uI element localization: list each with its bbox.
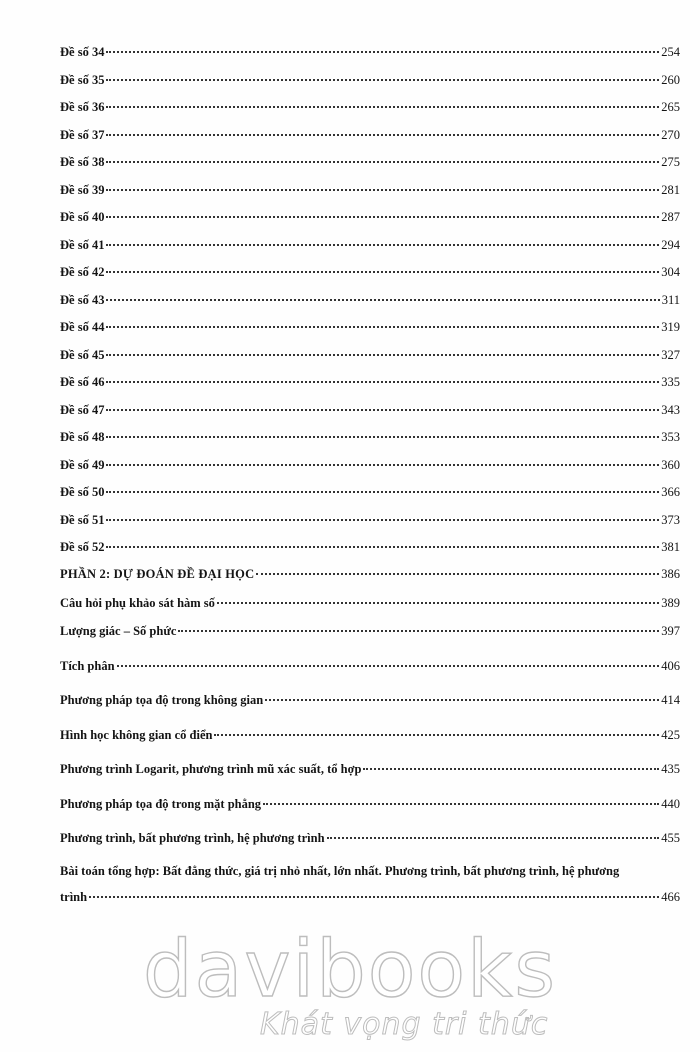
toc-entry-label: Đề số 44 xyxy=(60,320,105,334)
toc-topic-page: 425 xyxy=(661,728,680,742)
toc-entry xyxy=(60,292,680,308)
toc-entry-label: Đề số 51 xyxy=(60,513,105,527)
toc-topic-label: Câu hỏi phụ khảo sát hàm số xyxy=(60,596,215,610)
toc-entry xyxy=(60,429,680,445)
toc-entry-label: Đề số 41 xyxy=(60,238,105,252)
toc-section-label: PHẦN 2: DỰ ĐOÁN ĐỀ ĐẠI HỌC xyxy=(60,567,255,581)
leader-dots xyxy=(106,546,659,548)
toc-topic xyxy=(60,830,680,846)
toc-entry-page: 381 xyxy=(661,540,680,554)
toc-topic xyxy=(60,692,680,708)
leader-dots xyxy=(256,573,659,575)
leader-dots xyxy=(106,189,659,191)
toc-topic-label: Phương trình, bất phương trình, hệ phương trình xyxy=(60,831,325,845)
leader-dots xyxy=(263,803,659,805)
toc-entry xyxy=(60,347,680,363)
toc-topic-line1: Bài toán tổng hợp: Bất đẳng thức, giá trị nhỏ nhất, lớn nhất. Phương trình, bất phương trình, hệ phương xyxy=(60,864,620,878)
toc-entry-label: Đề số 35 xyxy=(60,73,105,87)
toc-entry-page: 327 xyxy=(661,348,680,362)
toc-topic-page: 414 xyxy=(661,693,680,707)
toc-entry xyxy=(60,319,680,335)
toc-entry-page: 275 xyxy=(661,155,680,169)
toc-entry xyxy=(60,539,680,555)
leader-dots xyxy=(106,519,659,521)
toc-entry xyxy=(60,209,680,225)
toc-entry xyxy=(60,512,680,528)
toc-topic xyxy=(60,658,680,674)
toc-entry-label: Đề số 52 xyxy=(60,540,105,554)
toc-entry-label: Đề số 47 xyxy=(60,403,105,417)
toc-entry-page: 260 xyxy=(661,73,680,87)
leader-dots xyxy=(89,896,659,898)
toc-entry-label: Đề số 42 xyxy=(60,265,105,279)
toc-topic-page: 435 xyxy=(661,762,680,776)
toc-topic-page: 466 xyxy=(661,890,680,904)
leader-dots xyxy=(106,464,659,466)
toc-topic-label: Phương trình Logarit, phương trình mũ xác suất, tổ hợp xyxy=(60,762,362,776)
toc-entry-label: Đề số 34 xyxy=(60,45,105,59)
leader-dots xyxy=(106,51,659,53)
leader-dots xyxy=(106,299,659,301)
toc-topic-label: Phương pháp tọa độ trong không gian xyxy=(60,693,264,707)
toc-entry-label: Đề số 38 xyxy=(60,155,105,169)
toc-entry-page: 311 xyxy=(661,293,680,307)
leader-dots xyxy=(178,630,659,632)
toc-entry-label: Đề số 50 xyxy=(60,485,105,499)
toc-section-heading xyxy=(60,566,680,582)
toc-entry-page: 319 xyxy=(661,320,680,334)
leader-dots xyxy=(117,665,660,667)
leader-dots xyxy=(106,244,659,246)
toc-topic-page: 389 xyxy=(661,596,680,610)
toc-topic-page: 455 xyxy=(661,831,680,845)
toc-entry-label: Đề số 46 xyxy=(60,375,105,389)
leader-dots xyxy=(265,699,659,701)
toc-topic-page: 397 xyxy=(661,624,680,638)
toc-section-page: 386 xyxy=(661,567,680,581)
toc-topic-label: Lượng giác – Số phức xyxy=(60,624,177,638)
toc-entry-page: 335 xyxy=(661,375,680,389)
toc-topic-label: Phương pháp tọa độ trong mặt phẳng xyxy=(60,797,262,811)
toc-topic-page: 440 xyxy=(661,797,680,811)
toc-entry-page: 294 xyxy=(661,238,680,252)
leader-dots xyxy=(106,436,659,438)
toc-entry xyxy=(60,264,680,280)
toc-entry-label: Đề số 40 xyxy=(60,210,105,224)
toc-entry-label: Đề số 39 xyxy=(60,183,105,197)
toc-entry-page: 265 xyxy=(661,100,680,114)
leader-dots xyxy=(214,734,659,736)
toc-topic xyxy=(60,623,680,639)
watermark-brand: davibooks xyxy=(143,925,557,1015)
toc-entry-page: 254 xyxy=(661,45,680,59)
toc-topic xyxy=(60,761,680,777)
toc-entry-page: 366 xyxy=(661,485,680,499)
leader-dots xyxy=(106,409,659,411)
toc-topic-page: 406 xyxy=(661,659,680,673)
toc-entry-label: Đề số 45 xyxy=(60,348,105,362)
toc-entry xyxy=(60,374,680,390)
toc-entry-page: 343 xyxy=(661,403,680,417)
toc-entry-page: 304 xyxy=(661,265,680,279)
toc-entry-page: 270 xyxy=(661,128,680,142)
leader-dots xyxy=(327,837,660,839)
toc-topic xyxy=(60,796,680,812)
toc-entry xyxy=(60,44,680,60)
toc-topic-label: trình xyxy=(60,890,88,904)
toc-topic-label: Hình học không gian cổ điển xyxy=(60,728,213,742)
toc-entry xyxy=(60,237,680,253)
toc-entry-page: 281 xyxy=(661,183,680,197)
leader-dots xyxy=(106,134,659,136)
toc-entry-label: Đề số 36 xyxy=(60,100,105,114)
toc-entry-label: Đề số 49 xyxy=(60,458,105,472)
toc-entry-label: Đề số 48 xyxy=(60,430,105,444)
toc-entry-page: 373 xyxy=(661,513,680,527)
leader-dots xyxy=(363,768,659,770)
watermark-tagline: Khát vọng tri thức xyxy=(260,1007,549,1042)
toc-topic-label: Tích phân xyxy=(60,659,115,673)
leader-dots xyxy=(106,161,659,163)
toc-entry-page: 353 xyxy=(661,430,680,444)
leader-dots xyxy=(106,491,659,493)
leader-dots xyxy=(106,354,659,356)
leader-dots xyxy=(106,326,659,328)
toc-entry xyxy=(60,457,680,473)
leader-dots xyxy=(106,106,659,108)
toc-entry xyxy=(60,484,680,500)
toc-entry-label: Đề số 43 xyxy=(60,293,105,307)
toc-entry xyxy=(60,127,680,143)
toc-topic xyxy=(60,727,680,743)
toc-topic xyxy=(60,889,680,905)
toc-entry-page: 287 xyxy=(661,210,680,224)
toc-entry-page: 360 xyxy=(661,458,680,472)
toc-topic xyxy=(60,595,680,611)
toc-entry xyxy=(60,154,680,170)
toc-entry xyxy=(60,182,680,198)
toc-entry xyxy=(60,99,680,115)
toc-entry xyxy=(60,72,680,88)
leader-dots xyxy=(106,216,659,218)
toc-entry xyxy=(60,402,680,418)
leader-dots xyxy=(106,381,659,383)
leader-dots xyxy=(106,79,659,81)
leader-dots xyxy=(106,271,659,273)
leader-dots xyxy=(217,602,659,604)
toc-entry-label: Đề số 37 xyxy=(60,128,105,142)
